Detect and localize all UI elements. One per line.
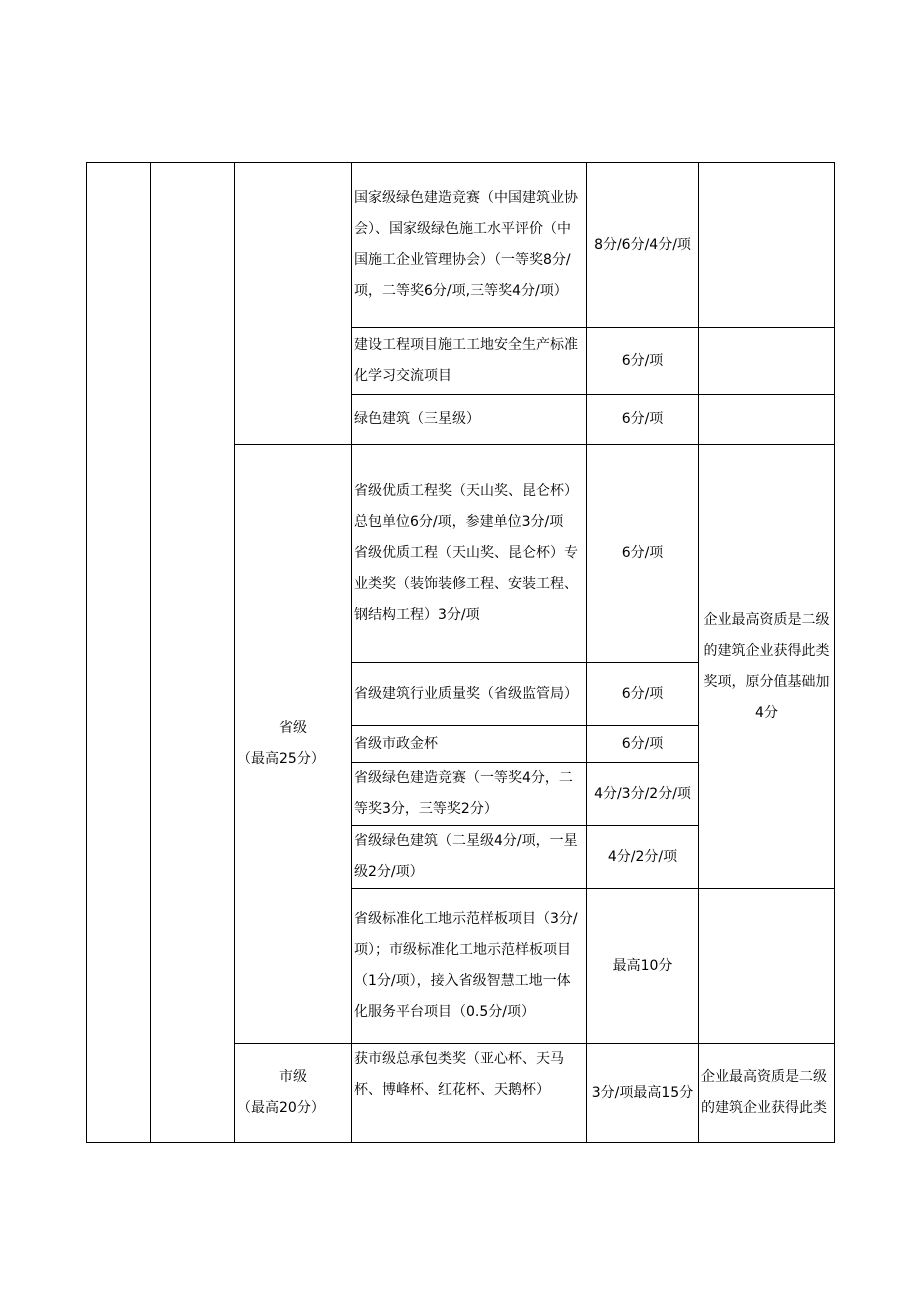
item-cell: 省级绿色建筑（二星级4分/项，一星级2分/项） bbox=[352, 826, 587, 889]
note-cell bbox=[699, 395, 835, 445]
item-cell: 建设工程项目施工工地安全生产标准化学习交流项目 bbox=[352, 328, 587, 395]
level-cell-national bbox=[235, 163, 352, 445]
score-cell: 6分/项 bbox=[587, 395, 699, 445]
level-max: （最高20分） bbox=[237, 1100, 325, 1116]
item-cell: 省级市政金杯 bbox=[352, 726, 587, 763]
note-cell bbox=[699, 163, 835, 328]
level-cell-city bbox=[235, 1044, 352, 1143]
score-cell: 4分/2分/项 bbox=[587, 826, 699, 889]
note-cell bbox=[699, 328, 835, 395]
level-name: 省级 bbox=[279, 720, 307, 736]
level-name: 市级 bbox=[279, 1069, 307, 1085]
item-cell: 省级建筑行业质量奖（省级监管局） bbox=[352, 663, 587, 726]
item-cell: 绿色建筑（三星级） bbox=[352, 395, 587, 445]
score-cell: 6分/项 bbox=[587, 726, 699, 763]
score-cell: 6分/项 bbox=[587, 663, 699, 726]
table-row bbox=[87, 163, 835, 328]
score-cell: 6分/项 bbox=[587, 328, 699, 395]
note-cell: 企业最高资质是二级的建筑企业获得此类奖项，原分值基础加4分 bbox=[699, 445, 835, 889]
score-cell: 3分/项最高15分 bbox=[587, 1044, 699, 1143]
item-cell: 省级优质工程奖（天山奖、昆仑杯）总包单位6分/项，参建单位3分/项 省级优质工程（天山奖、昆仑杯）专业类奖（装饰装修工程、安装工程、钢结构工程）3分/项 bbox=[352, 445, 587, 663]
item-cell: 省级绿色建造竞赛（一等奖4分，二等奖3分，三等奖2分） bbox=[352, 763, 587, 826]
score-cell: 6分/项 bbox=[587, 445, 699, 663]
subcategory-cell bbox=[151, 163, 235, 1143]
note-cell bbox=[699, 889, 835, 1044]
item-cell: 省级标准化工地示范样板项目（3分/项）；市级标准化工地示范样板项目（1分/项），接入省级智慧工地一体化服务平台项目（0.5分/项） bbox=[352, 889, 587, 1044]
item-cell: 获市级总承包类奖（亚心杯、天马杯、博峰杯、红花杯、天鹅杯） bbox=[352, 1044, 587, 1143]
category-cell bbox=[87, 163, 151, 1143]
score-cell: 最高10分 bbox=[587, 889, 699, 1044]
level-max: （最高25分） bbox=[237, 751, 325, 767]
score-table bbox=[86, 162, 835, 1143]
score-cell: 8分/6分/4分/项 bbox=[587, 163, 699, 328]
item-cell: 国家级绿色建造竞赛（中国建筑业协会）、国家级绿色施工水平评价（中国施工企业管理协会）（一等奖8分/项，二等奖6分/项,三等奖4分/项） bbox=[352, 163, 587, 328]
score-cell: 4分/3分/2分/项 bbox=[587, 763, 699, 826]
level-cell-provincial bbox=[235, 445, 352, 1044]
note-cell: 企业最高资质是二级的建筑企业获得此类 bbox=[699, 1044, 835, 1143]
